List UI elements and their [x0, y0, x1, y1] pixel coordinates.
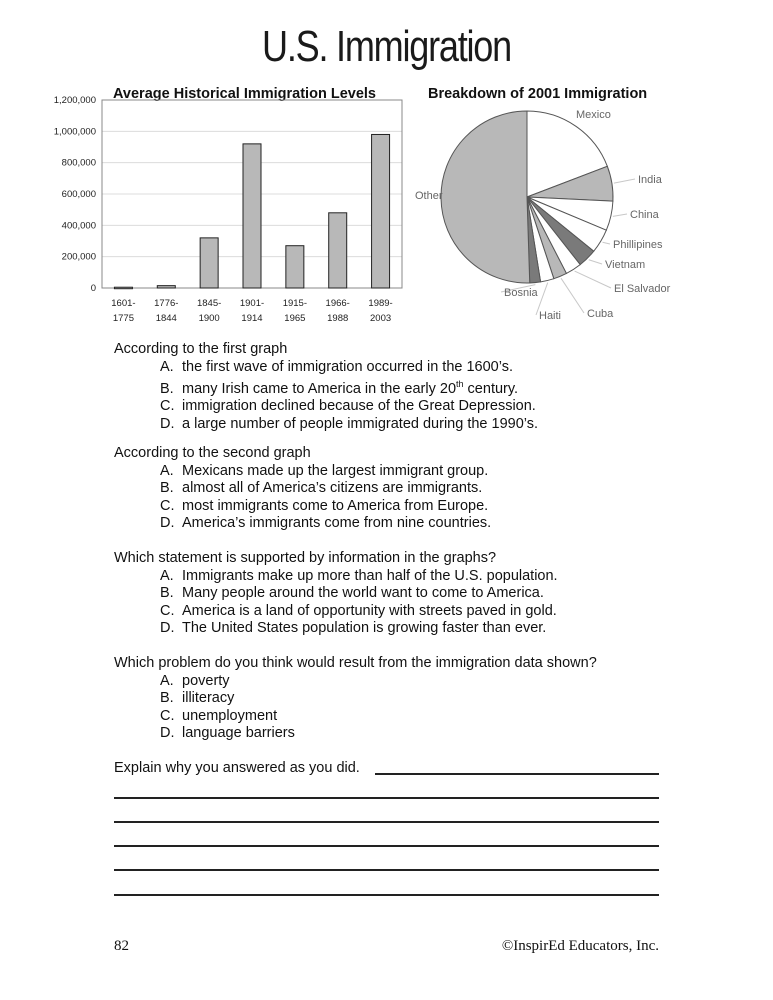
bar	[329, 213, 347, 288]
page-number: 82	[114, 938, 129, 954]
answer-line[interactable]	[114, 797, 659, 799]
bar-chart-title: Average Historical Immigration Levels	[113, 86, 376, 102]
answer-option[interactable]: C. unemployment	[160, 707, 278, 724]
bar	[372, 134, 390, 288]
answer-option[interactable]: B. many Irish came to America in the early 20th century.	[160, 379, 519, 397]
svg-text:Cuba: Cuba	[587, 308, 614, 320]
answer-option[interactable]: D. America’s immigrants come from nine countries.	[160, 515, 492, 531]
svg-text:Bosnia: Bosnia	[504, 287, 538, 299]
svg-text:2003: 2003	[370, 313, 392, 324]
svg-text:1845-: 1845-	[196, 298, 222, 309]
svg-text:El Salvador: El Salvador	[614, 283, 671, 295]
answer-option[interactable]: A. Mexicans made up the largest immigrant group.	[160, 462, 489, 479]
svg-text:Haiti: Haiti	[539, 310, 562, 322]
question-stem: Which statement is supported by information in the graphs?	[114, 550, 497, 566]
svg-text:1914: 1914	[241, 313, 263, 324]
answer-option[interactable]: B. illiteracy	[160, 690, 235, 706]
answer-option[interactable]: C. immigration declined because of the Great Depression.	[160, 398, 536, 415]
answer-line[interactable]	[114, 845, 659, 847]
svg-text:Vietnam: Vietnam	[605, 259, 646, 271]
svg-text:Mexico: Mexico	[576, 109, 611, 121]
answer-option[interactable]: C. America is a land of opportunity with streets paved in gold.	[160, 602, 557, 619]
answer-option[interactable]: D. language barriers	[160, 725, 295, 741]
answer-option[interactable]: B. Many people around the world want to come to America.	[160, 585, 544, 601]
page-title: U.S. Immigration	[262, 22, 511, 71]
svg-text:1966-: 1966-	[325, 298, 350, 309]
question-2	[114, 445, 491, 533]
bar	[157, 286, 175, 288]
bar	[114, 287, 132, 289]
svg-text:1844: 1844	[155, 313, 177, 324]
question-4	[114, 655, 597, 743]
pie-chart-title: Breakdown of 2001 Immigration	[428, 86, 648, 102]
svg-text:India: India	[638, 174, 662, 186]
bar-chart	[50, 90, 410, 330]
svg-text:1,200,000: 1,200,000	[53, 95, 96, 106]
answer-option[interactable]: A. poverty	[160, 672, 230, 689]
svg-text:600,000: 600,000	[61, 189, 96, 200]
svg-text:1900: 1900	[198, 313, 220, 324]
bar	[243, 144, 261, 288]
svg-text:1775: 1775	[112, 313, 134, 324]
question-stem: According to the second graph	[114, 445, 311, 461]
pie-slice	[441, 111, 530, 283]
svg-text:1601-: 1601-	[111, 298, 136, 309]
answer-option[interactable]: A. Immigrants make up more than half of the U.S. population.	[160, 567, 558, 584]
answer-option[interactable]: A. the first wave of immigration occurred in the 1600’s.	[160, 358, 513, 375]
answer-line[interactable]	[114, 821, 659, 823]
svg-text:1915-: 1915-	[282, 298, 308, 309]
svg-text:1988: 1988	[327, 313, 349, 324]
explain-prompt: Explain why you answered as you did.	[114, 760, 360, 776]
svg-text:Phillipines: Phillipines	[613, 239, 663, 251]
answer-line[interactable]	[375, 773, 659, 775]
svg-text:China: China	[630, 209, 659, 221]
answer-line[interactable]	[114, 869, 659, 871]
svg-text:0: 0	[90, 283, 96, 294]
bar	[200, 238, 218, 288]
question-1	[114, 341, 538, 433]
question-stem: According to the first graph	[114, 341, 288, 357]
svg-text:800,000: 800,000	[61, 157, 96, 169]
svg-text:1776-: 1776-	[154, 298, 179, 309]
bar	[286, 246, 304, 288]
svg-text:400,000: 400,000	[61, 220, 96, 232]
svg-text:Other: Other	[415, 190, 443, 202]
svg-text:200,000: 200,000	[61, 251, 96, 263]
answer-option[interactable]: D. The United States population is growing faster than ever.	[160, 620, 547, 636]
question-3	[114, 550, 558, 638]
answer-line[interactable]	[114, 894, 659, 896]
svg-text:1965: 1965	[284, 313, 306, 324]
svg-text:1989-: 1989-	[368, 298, 393, 309]
svg-text:1901-: 1901-	[239, 298, 265, 309]
question-stem: Which problem do you think would result from the immigration data shown?	[114, 655, 597, 671]
answer-option[interactable]: C. most immigrants come to America from Europe.	[160, 497, 489, 514]
svg-text:1,000,000: 1,000,000	[53, 126, 96, 138]
pie-chart	[405, 100, 695, 330]
copyright: ©InspirEd Educators, Inc.	[501, 938, 659, 954]
answer-option[interactable]: B. almost all of America’s citizens are immigrants.	[160, 480, 483, 496]
answer-option[interactable]: D. a large number of people immigrated during the 1990’s.	[160, 415, 539, 432]
